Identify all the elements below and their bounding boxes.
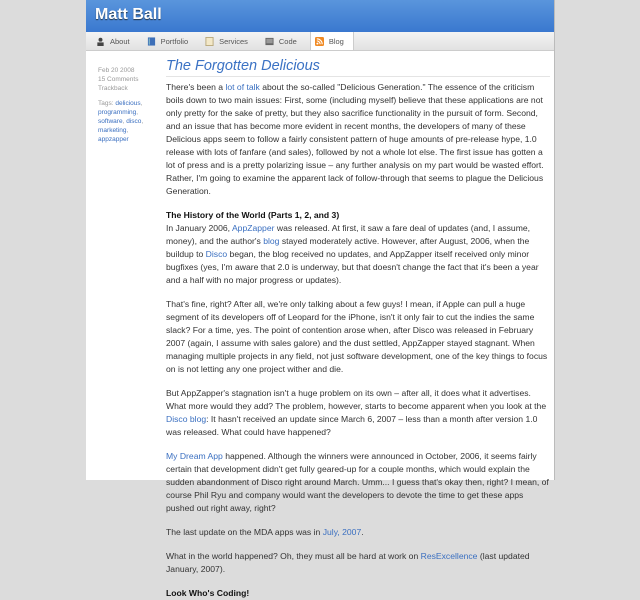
tab-label: Services xyxy=(219,36,248,46)
text-run: (last updated January, 2007). xyxy=(166,551,530,574)
inline-link[interactable]: Disco blog xyxy=(166,414,207,424)
inline-link[interactable]: ResExcellence xyxy=(420,551,478,561)
tag-link[interactable]: delicious xyxy=(115,100,141,107)
tag-link[interactable]: marketing xyxy=(98,127,127,134)
tab-label: Code xyxy=(278,36,297,46)
tab-portfolio[interactable] xyxy=(143,32,198,50)
tags-label: Tags: xyxy=(98,100,116,107)
tag-link[interactable]: software xyxy=(98,118,123,125)
paragraph xyxy=(166,450,550,515)
comments-link[interactable]: 15 Comments xyxy=(98,76,139,83)
rss-icon xyxy=(315,37,329,46)
page xyxy=(86,0,555,598)
tab-about[interactable] xyxy=(92,32,139,50)
post-body xyxy=(166,81,550,600)
text-run: Look Who's Coding! xyxy=(166,588,250,598)
post-meta xyxy=(98,66,150,144)
text-run: began, the blog received no updates, and AppZapper itself received only minor bugfixes (yes, I'm aware that 2.0 is underway, but that doesn't change the fact that it's been a year and a half with no major progress or updates). xyxy=(166,249,539,285)
text-run: In January 2006, xyxy=(166,223,232,233)
tab-label: Portfolio xyxy=(160,36,189,46)
tag-link[interactable]: disco xyxy=(126,118,142,125)
inline-link[interactable]: AppZapper xyxy=(231,223,275,233)
text-run: . xyxy=(361,527,364,537)
tag-link[interactable]: appzapper xyxy=(98,136,129,143)
tag-separator: , xyxy=(122,118,127,125)
document-icon xyxy=(205,37,219,46)
tag-separator: , xyxy=(140,100,143,107)
book-icon xyxy=(147,37,161,46)
tag-separator: , xyxy=(136,109,139,116)
trackback-link[interactable]: Trackback xyxy=(98,85,128,92)
terminal-icon xyxy=(265,37,279,46)
text-run: There's been a xyxy=(166,82,226,92)
inline-link[interactable]: Disco xyxy=(205,249,228,259)
tab-label: About xyxy=(110,36,130,46)
text-run: stayed moderately active. However, after August, 2006, when the buildup to xyxy=(166,236,530,259)
text-run: The last update on the MDA apps was in xyxy=(166,527,323,537)
post-title[interactable]: The Forgotten Delicious xyxy=(166,58,550,77)
paragraph xyxy=(166,387,550,439)
tags-list xyxy=(98,99,150,144)
post-date: Feb 20 2008 xyxy=(98,67,135,74)
paragraph xyxy=(166,550,550,576)
text-run: : It hasn't received an update since March 6, 2007 – less than a month after version 1.0 was released. What could have happened? xyxy=(166,414,538,437)
text-run: about the so-called "Delicious Generation." The essence of the criticism boils down to two main issues: First, some (including myself) believe that these applications are not only pretty for the sake of pretty, but they also sacrifice functionality in the pursuit of form. Second, and an issue that has become more evident in recent months, the developers of many of these Delicious apps seem to follow a fairly consistent pattern of huge amounts of pre-release hype, 1.0 release with lots of fanfare (and sales), followed by not a whole lot else. The first issue has gotten a lot of press and is a pretty polarizing issue – any further analysis on my part would be wasted effort. Rather, I'm going to examine the apparent lack of follow-through that seems to plague the Delicious Generation. xyxy=(166,82,544,196)
person-icon xyxy=(96,37,110,46)
text-run: The History of the World (Parts 1, 2, and 3) xyxy=(166,210,340,220)
section-heading xyxy=(166,209,550,222)
tag-link[interactable]: programming xyxy=(98,109,137,116)
nav-bar xyxy=(86,32,554,51)
text-run: What in the world happened? Oh, they must all be hard at work on xyxy=(166,551,421,561)
inline-link[interactable]: blog xyxy=(263,236,280,246)
text-run: That's fine, right? After all, we're only talking about a few guys! I mean, if Apple can pull a huge segment of its developers off of Leopard for the iPhone, isn't it only fair to cut the indies the same slack? For a time, yes. The point of contention arose when, after Disco was released in February 2007 (again, I assume with sales galore) and the dust settled, AppZapper stayed stagnant. When managing multiple projects in any field, not just software development, one of the key things to focus on is not letting any one project wither and die. xyxy=(166,299,548,374)
tab-blog[interactable] xyxy=(310,31,354,50)
tag-separator: , xyxy=(126,127,129,134)
paragraph xyxy=(166,222,550,287)
inline-link[interactable]: lot of talk xyxy=(225,82,260,92)
text-run: But AppZapper's stagnation isn't a huge problem on its own – after all, it does what it advertises. What more would they add? The problem, however, starts to become apparent when you look at the xyxy=(166,388,547,411)
inline-link[interactable]: My Dream App xyxy=(166,451,223,461)
tab-services[interactable] xyxy=(201,32,257,50)
text-run: was released. At first, it saw a fare deal of updates (and, I assume, money), and the author's xyxy=(166,223,531,246)
tab-label: Blog xyxy=(328,36,344,46)
paragraph xyxy=(166,298,550,376)
header xyxy=(86,0,554,32)
section-heading xyxy=(166,587,550,600)
text-run: happened. Although the winners were announced in October, 2006, it seems fairly certain that development didn't get fully geared-up for a couple months, which would explain the sudden abandonment of Disco right around March. Umm... I guess that's okay then, right? I mean, of course Phil Ryu and company would want the developers to devote the time to get these apps pushed out right away, right? xyxy=(166,451,549,513)
site-title[interactable]: Matt Ball xyxy=(95,6,162,23)
tag-separator: , xyxy=(141,118,144,125)
inline-link[interactable]: July, 2007 xyxy=(322,527,362,537)
paragraph xyxy=(166,81,550,198)
post xyxy=(166,58,550,600)
paragraph xyxy=(166,526,550,539)
tab-code[interactable] xyxy=(261,32,306,50)
